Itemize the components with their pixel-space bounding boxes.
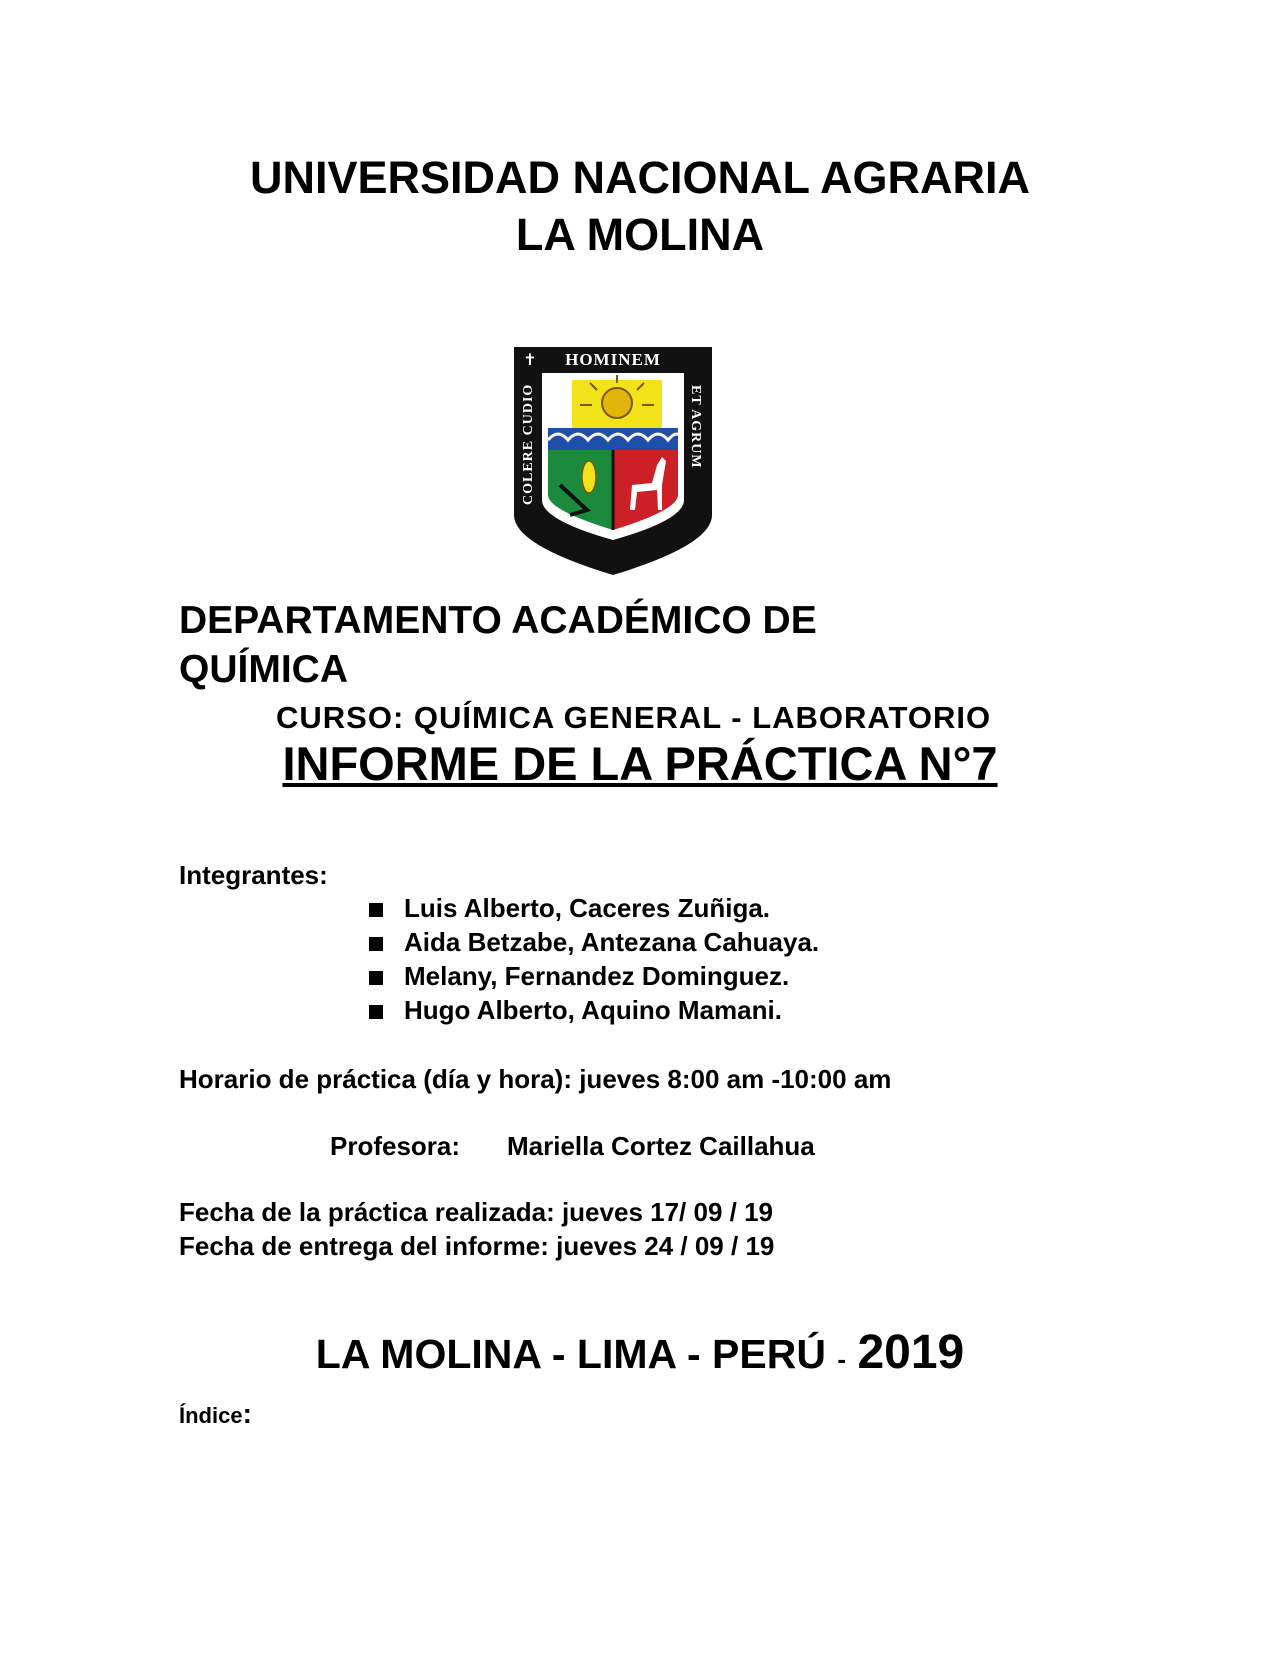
professor-name: Mariella Cortez Caillahua: [507, 1131, 815, 1161]
bullet-icon: [369, 903, 383, 917]
footer-year: 2019: [857, 1326, 965, 1379]
member-item: Melany, Fernandez Dominguez.: [404, 961, 790, 991]
university-shield-logo: [512, 345, 714, 577]
course-title: CURSO: QUÍMICA GENERAL - LABORATORIO: [276, 700, 992, 735]
member-item: Luis Alberto, Caceres Zuñiga.: [404, 893, 771, 923]
footer-location: [0, 1325, 1280, 1380]
bullet-icon: [369, 971, 383, 985]
motto-left: COLERE CUDIO: [521, 383, 536, 505]
index-colon: :: [242, 1398, 252, 1429]
motto-top: HOMINEM: [565, 350, 661, 369]
delivery-date: Fecha de entrega del informe: jueves 24 / 09 / 19: [179, 1231, 775, 1261]
footer-place: LA MOLINA - LIMA - PERÚ: [315, 1331, 826, 1377]
department-line2: QUÍMICA: [179, 648, 348, 691]
member-item: Aida Betzabe, Antezana Cahuaya.: [404, 927, 820, 957]
index-heading: [179, 1398, 252, 1430]
department-line1: DEPARTAMENTO ACADÉMICO DE: [179, 599, 817, 642]
bullet-icon: [369, 1005, 383, 1019]
motto-right: ET AGRUM: [688, 385, 703, 469]
schedule: Horario de práctica (día y hora): jueves 8:00 am -10:00 am: [179, 1064, 892, 1094]
members-label: Integrantes:: [179, 860, 328, 890]
footer-dash: -: [837, 1344, 847, 1374]
bullet-icon: [369, 937, 383, 951]
index-label: Índice: [179, 1403, 243, 1428]
university-name-line2: LA MOLINA: [515, 209, 765, 260]
cross-icon: ✝: [523, 352, 537, 369]
practice-date: Fecha de la práctica realizada: jueves 17/ 09 / 19: [179, 1197, 774, 1227]
professor-label: Profesora:: [330, 1131, 461, 1161]
member-item: Hugo Alberto, Aquino Mamani.: [404, 995, 782, 1025]
report-title: INFORME DE LA PRÁCTICA N°7: [282, 737, 998, 790]
university-name-line1: UNIVERSIDAD NACIONAL AGRARIA: [249, 152, 1031, 203]
